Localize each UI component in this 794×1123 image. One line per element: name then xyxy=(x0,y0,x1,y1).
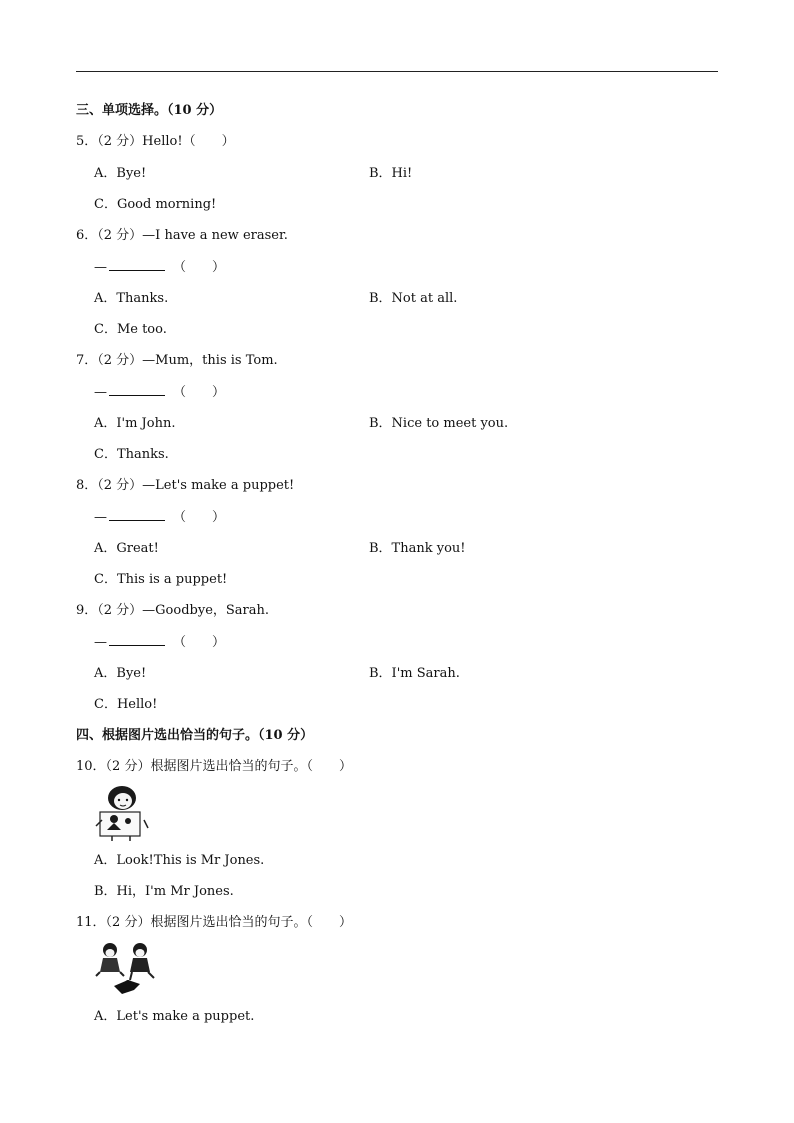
q8-option-b[interactable]: B．Thank you! xyxy=(369,541,466,556)
q11-option-a[interactable]: A．Let's make a puppet. xyxy=(94,1009,255,1024)
q9-option-c[interactable]: C．Hello! xyxy=(94,697,158,712)
q7-answer-line xyxy=(94,384,225,401)
q8-answer-blank[interactable] xyxy=(109,509,165,521)
q5-option-b[interactable]: B．Hi! xyxy=(369,166,413,181)
q8-option-c[interactable]: C．This is a puppet! xyxy=(94,572,228,587)
q8-answer-paren: （ ） xyxy=(173,510,226,525)
header-rule xyxy=(76,71,718,72)
q9-answer-blank[interactable] xyxy=(109,634,165,646)
q7-option-b[interactable]: B．Nice to meet you. xyxy=(369,416,509,431)
q7-option-a[interactable]: A．I'm John. xyxy=(94,416,176,431)
q10-option-b[interactable]: B．Hi，I'm Mr Jones. xyxy=(94,884,234,899)
question-10-stem: 10．（2 分）根据图片选出恰当的句子。（ ） xyxy=(76,759,352,774)
q6-reply-dash: — xyxy=(94,260,107,275)
q6-answer-blank[interactable] xyxy=(109,259,165,271)
q7-option-c[interactable]: C．Thanks. xyxy=(94,447,169,462)
q9-answer-paren: （ ） xyxy=(173,635,226,650)
section-title-4: 四、根据图片选出恰当的句子。（10 分） xyxy=(76,728,314,743)
q5-option-c[interactable]: C．Good morning! xyxy=(94,197,217,212)
q6-option-c[interactable]: C．Me too. xyxy=(94,322,167,337)
question-7-stem: 7．（2 分）—Mum，this is Tom. xyxy=(76,353,278,368)
q6-option-b[interactable]: B．Not at all. xyxy=(369,291,458,306)
q9-option-a[interactable]: A．Bye! xyxy=(94,666,147,681)
question-5-stem: 5．（2 分）Hello!（ ） xyxy=(76,134,235,149)
q10-option-a[interactable]: A．Look!This is Mr Jones. xyxy=(94,853,265,868)
question-6-stem: 6．（2 分）—I have a new eraser. xyxy=(76,228,288,243)
q6-answer-line xyxy=(94,259,225,276)
q9-answer-line xyxy=(94,634,225,651)
question-8-stem: 8．（2 分）—Let's make a puppet! xyxy=(76,478,295,493)
q9-option-b[interactable]: B．I'm Sarah. xyxy=(369,666,460,681)
q7-reply-dash: — xyxy=(94,385,107,400)
question-9-stem: 9．（2 分）—Goodbye，Sarah. xyxy=(76,603,270,618)
section-title-3: 三、单项选择。（10 分） xyxy=(76,103,223,118)
q5-option-a[interactable]: A．Bye! xyxy=(94,166,147,181)
q7-answer-paren: （ ） xyxy=(173,385,226,400)
child-holding-puppet-picture xyxy=(92,784,152,842)
q8-answer-line xyxy=(94,509,225,526)
question-11-stem: 11．（2 分）根据图片选出恰当的句子。（ ） xyxy=(76,915,352,930)
q8-option-a[interactable]: A．Great! xyxy=(94,541,159,556)
q8-reply-dash: — xyxy=(94,510,107,525)
q9-reply-dash: — xyxy=(94,635,107,650)
q6-answer-paren: （ ） xyxy=(173,260,226,275)
children-making-puppet-picture xyxy=(94,940,162,998)
q7-answer-blank[interactable] xyxy=(109,384,165,396)
q6-option-a[interactable]: A．Thanks. xyxy=(94,291,169,306)
